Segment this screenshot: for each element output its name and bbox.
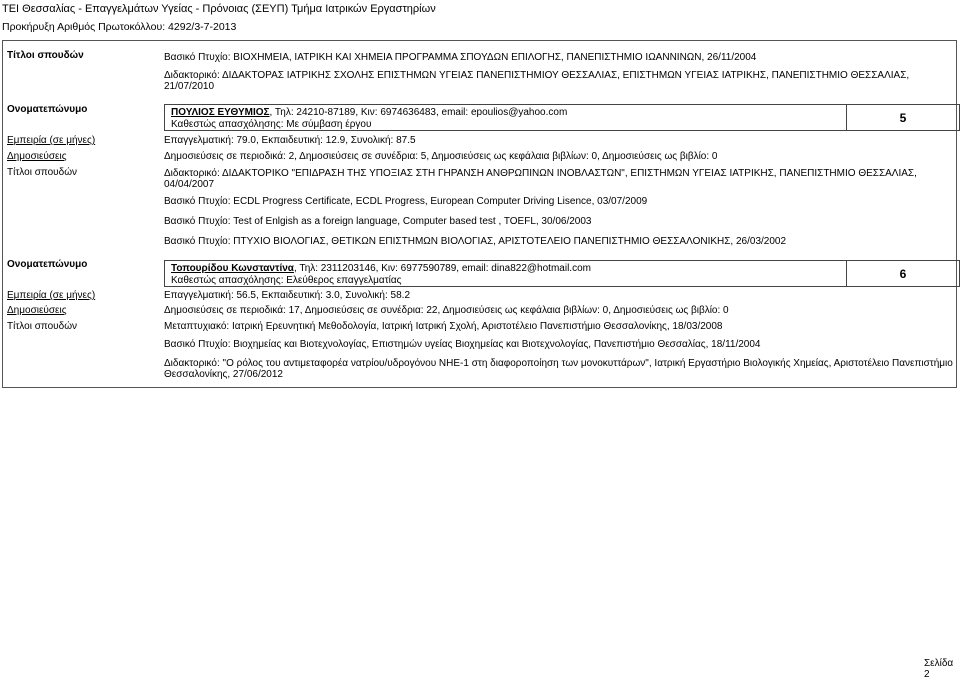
candidate-name: Τοπουρίδου Κωνσταντίνα bbox=[171, 263, 294, 274]
label-publications: Δημοσιεύσεις bbox=[7, 305, 67, 316]
degree-line: Βασικό Πτυχίο: Test of Enlgish as a foreign language, Computer based test , TOEFL, 30/06/2003 bbox=[164, 216, 592, 227]
degree-line: Διδακτορικό: "Ο ρόλος του αντιμεταφορέα νατρίου/υδρογόνου NHE-1 στη διαφοροποίηση των μονοκυττάρων", Ιατρική Εργαστήριο Βιολογικής Χημείας, Αριστοτέλειο Πανεπιστήμιο bbox=[164, 358, 953, 369]
degree-line: 21/07/2010 bbox=[164, 81, 215, 92]
page-number: Σελίδα 2 bbox=[924, 658, 954, 680]
degree-line: Βασικό Πτυχίο: Βιοχημείας και Βιοτεχνολογίας, Επιστημών υγείας Βιοχημείας και Βιοτεχνολογίας, Πανεπιστήμιο Θεσσαλίας, 18/11/2004 bbox=[164, 339, 761, 350]
candidate-contact: , Τηλ: 24210-87189, Κιν: 6974636483, email: epoulios@yahoo.com bbox=[269, 107, 568, 118]
label-titles: Τίτλοι σπουδών bbox=[7, 321, 78, 332]
candidates-frame bbox=[2, 40, 957, 388]
degree-line: Θεσσαλονίκης, 27/06/2012 bbox=[164, 369, 283, 380]
degree-line: Μεταπτυχιακό: Ιατρική Ερευνητική Μεθοδολογία, Ιατρική Ιατρική Σχολή, Αριστοτέλειο Πανεπιστήμιο Θεσσαλονίκης, 18/03/2008 bbox=[164, 321, 723, 332]
label-experience: Εμπειρία (σε μήνες) bbox=[7, 135, 96, 146]
candidate-name-box bbox=[164, 260, 847, 287]
candidate-contact: , Τηλ: 2311203146, Κιν: 6977590789, email: dina822@hotmail.com bbox=[293, 263, 591, 274]
candidate-name: ΠΟΥΛΙΟΣ ΕΥΘΥΜΙΟΣ bbox=[171, 107, 270, 118]
label-experience: Εμπειρία (σε μήνες) bbox=[7, 290, 96, 301]
degree-line: Βασικό Πτυχίο: ECDL Progress Certificate, ECDL Progress, European Computer Driving Lisence, 03/07/2009 bbox=[164, 196, 648, 207]
experience-value: Επαγγελματική: 56.5, Εκπαιδευτική: 3.0, Συνολική: 58.2 bbox=[164, 290, 411, 301]
publications-value: Δημοσιεύσεις σε περιοδικά: 17, Δημοσιεύσεις σε συνέδρια: 22, Δημοσιεύσεις ως κεφάλαια βιβλίων: 0, Δημοσιεύσεις ως βιβλίο: 0 bbox=[164, 305, 729, 316]
experience-value: Επαγγελματική: 79.0, Εκπαιδευτική: 12.9, Συνολική: 87.5 bbox=[164, 135, 416, 146]
candidate-number: 6 bbox=[847, 260, 960, 287]
degree-line: Βασικό Πτυχίο: ΒΙΟΧΗΜΕΙΑ, ΙΑΤΡΙΚΗ ΚΑΙ ΧΗΜΕΙΑ ΠΡΟΓΡΑΜΜΑ ΣΠΟΥΔΩΝ ΕΠΙΛΟΓΗΣ, ΠΑΝΕΠΙΣΤΗΜΙΟ ΙΩΑΝΝΙΝΩΝ, 26/11/2004 bbox=[164, 52, 757, 63]
candidate-status: Καθεστώς απασχόλησης: Ελεύθερος επαγγελματίας bbox=[171, 275, 402, 286]
header-protocol: Προκήρυξη Αριθμός Πρωτοκόλλου: 4292/3-7-2013 bbox=[2, 21, 237, 33]
label-titles: Τίτλοι σπουδών bbox=[7, 167, 78, 178]
degree-line: Βασικό Πτυχίο: ΠΤΥΧΙΟ ΒΙΟΛΟΓΙΑΣ, ΘΕΤΙΚΩΝ ΕΠΙΣΤΗΜΩΝ ΒΙΟΛΟΓΙΑΣ, ΑΡΙΣΤΟΤΕΛΕΙΟ ΠΑΝΕΠΙΣΤΗΜΙΟ ΘΕΣΣΑΛΟΝΙΚΗΣ, 26/03/2002 bbox=[164, 236, 787, 247]
label-name: Ονοματεπώνυμο bbox=[7, 104, 88, 115]
degree-line: Διδακτορικό: ΔΙΔΑΚΤΟΡΑΣ ΙΑΤΡΙΚΗΣ ΣΧΟΛΗΣ ΕΠΙΣΤΗΜΩΝ ΥΓΕΙΑΣ ΠΑΝΕΠΙΣΤΗΜΙΟΥ ΘΕΣΣΑΛΙΑΣ, ΕΠΙΣΤΗΜΩΝ ΥΓΕΙΑΣ ΙΑΤΡΙΚΗΣ, ΠΑΝΕΠΙΣΤΗΜΙΟ ΘΕΣΣΑΛΙΑΣ, bbox=[164, 70, 910, 81]
degree-line: 04/04/2007 bbox=[164, 179, 215, 190]
candidate-name-box bbox=[164, 104, 847, 131]
header-title: ΤΕΙ Θεσσαλίας - Επαγγελμάτων Υγείας - Πρόνοιας (ΣΕΥΠ) Τμήμα Ιατρικών Εργαστηρίων bbox=[2, 3, 436, 15]
label-name: Ονοματεπώνυμο bbox=[7, 259, 88, 270]
page-header bbox=[0, 0, 960, 36]
candidate-number: 5 bbox=[847, 104, 960, 131]
candidate-status: Καθεστώς απασχόλησης: Με σύμβαση έργου bbox=[171, 119, 372, 130]
publications-value: Δημοσιεύσεις σε περιοδικά: 2, Δημοσιεύσεις σε συνέδρια: 5, Δημοσιεύσεις ως κεφάλαια βιβλίων: 0, Δημοσιεύσεις ως βιβλίο: 0 bbox=[164, 151, 718, 162]
label-publications: Δημοσιεύσεις bbox=[7, 151, 67, 162]
degree-line: Διδακτορικό: ΔΙΔΑΚΤΟΡΙΚΟ "ΕΠΙΔΡΑΣΗ ΤΗΣ ΥΠΟΞΙΑΣ ΣΤΗ ΓΗΡΑΝΣΗ ΑΝΘΡΩΠΙΝΩΝ ΙΝΟΒΛΑΣΤΩΝ", ΕΠΙΣΤΗΜΩΝ ΥΓΕΙΑΣ ΙΑΤΡΙΚΗΣ, ΠΑΝΕΠΙΣΤΗΜΙΟ ΘΕΣΣΑΛΙΑΣ, bbox=[164, 168, 917, 179]
label-titles: Τίτλοι σπουδών bbox=[7, 50, 84, 61]
